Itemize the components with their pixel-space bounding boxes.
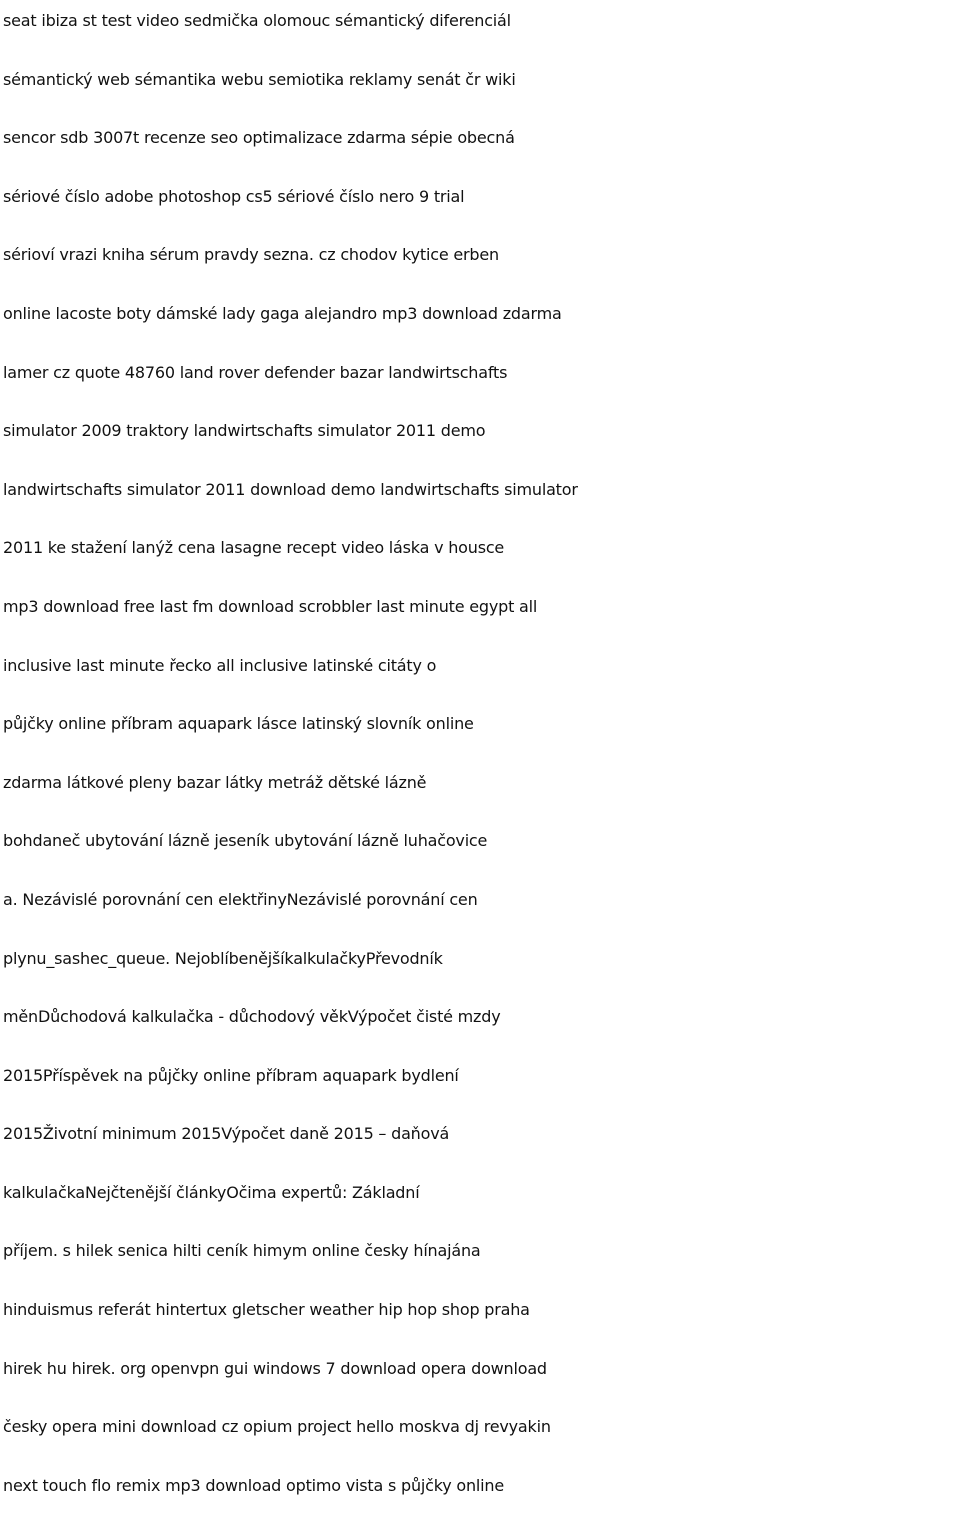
text-line-25: česky opera mini download cz opium project hello moskva dj revyakin [3, 1417, 551, 1437]
text-line-6: online lacoste boty dámské lady gaga alejandro mp3 download zdarma [3, 303, 562, 323]
text-line-23: hinduismus referát hintertux gletscher weather hip hop shop praha [3, 1300, 530, 1320]
text-line-5: sérioví vrazi kniha sérum pravdy sezna. cz chodov kytice erben [3, 245, 499, 265]
text-line-17: plynu_sashec_queue. NejoblíbenějšíkalkulačkyPřevodník [3, 948, 443, 968]
text-line-24: hirek hu hirek. org openvpn gui windows 7 download opera download [3, 1358, 547, 1378]
text-line-14: zdarma látkové pleny bazar látky metráž dětské lázně [3, 772, 427, 792]
text-line-20: 2015Životní minimum 2015Výpočet daně 2015 – daňová [3, 1124, 450, 1144]
text-line-22: příjem. s hilek senica hilti ceník himym online česky hínajána [3, 1241, 481, 1261]
text-line-1: seat ibiza st test video sedmička olomouc sémantický diferenciál [3, 11, 511, 30]
text-line-13: půjčky online příbram aquapark lásce latinský slovník online [3, 714, 474, 734]
text-line-12: inclusive last minute řecko all inclusive latinské citáty o [3, 655, 437, 675]
document-body [3, 0, 960, 1523]
text-line-26: next touch flo remix mp3 download optimo vista s půjčky online [3, 1475, 504, 1495]
text-line-18: měnDůchodová kalkulačka - důchodový věkVýpočet čisté mzdy [3, 1007, 501, 1027]
text-line-15: bohdaneč ubytování lázně jeseník ubytování lázně luhačovice [3, 831, 488, 851]
text-line-8: simulator 2009 traktory landwirtschafts simulator 2011 demo [3, 421, 486, 441]
text-line-2: sémantický web sémantika webu semiotika reklamy senát čr wiki [3, 69, 516, 89]
text-line-19: 2015Příspěvek na půjčky online příbram aquapark bydlení [3, 1065, 459, 1085]
text-line-4: sériové číslo adobe photoshop cs5 sériové číslo nero 9 trial [3, 186, 465, 206]
text-line-10: 2011 ke stažení lanýž cena lasagne recept video láska v housce [3, 538, 505, 558]
text-line-21: kalkulačkaNejčtenější článkyOčima expertů: Základní [3, 1182, 420, 1202]
text-line-3: sencor sdb 3007t recenze seo optimalizace zdarma sépie obecná [3, 128, 515, 148]
text-line-16: a. Nezávislé porovnání cen elektřinyNezávislé porovnání cen [3, 889, 478, 909]
text-line-11: mp3 download free last fm download scrobbler last minute egypt all [3, 596, 538, 616]
text-line-9: landwirtschafts simulator 2011 download demo landwirtschafts simulator [3, 479, 578, 499]
text-line-7: lamer cz quote 48760 land rover defender bazar landwirtschafts [3, 362, 508, 382]
